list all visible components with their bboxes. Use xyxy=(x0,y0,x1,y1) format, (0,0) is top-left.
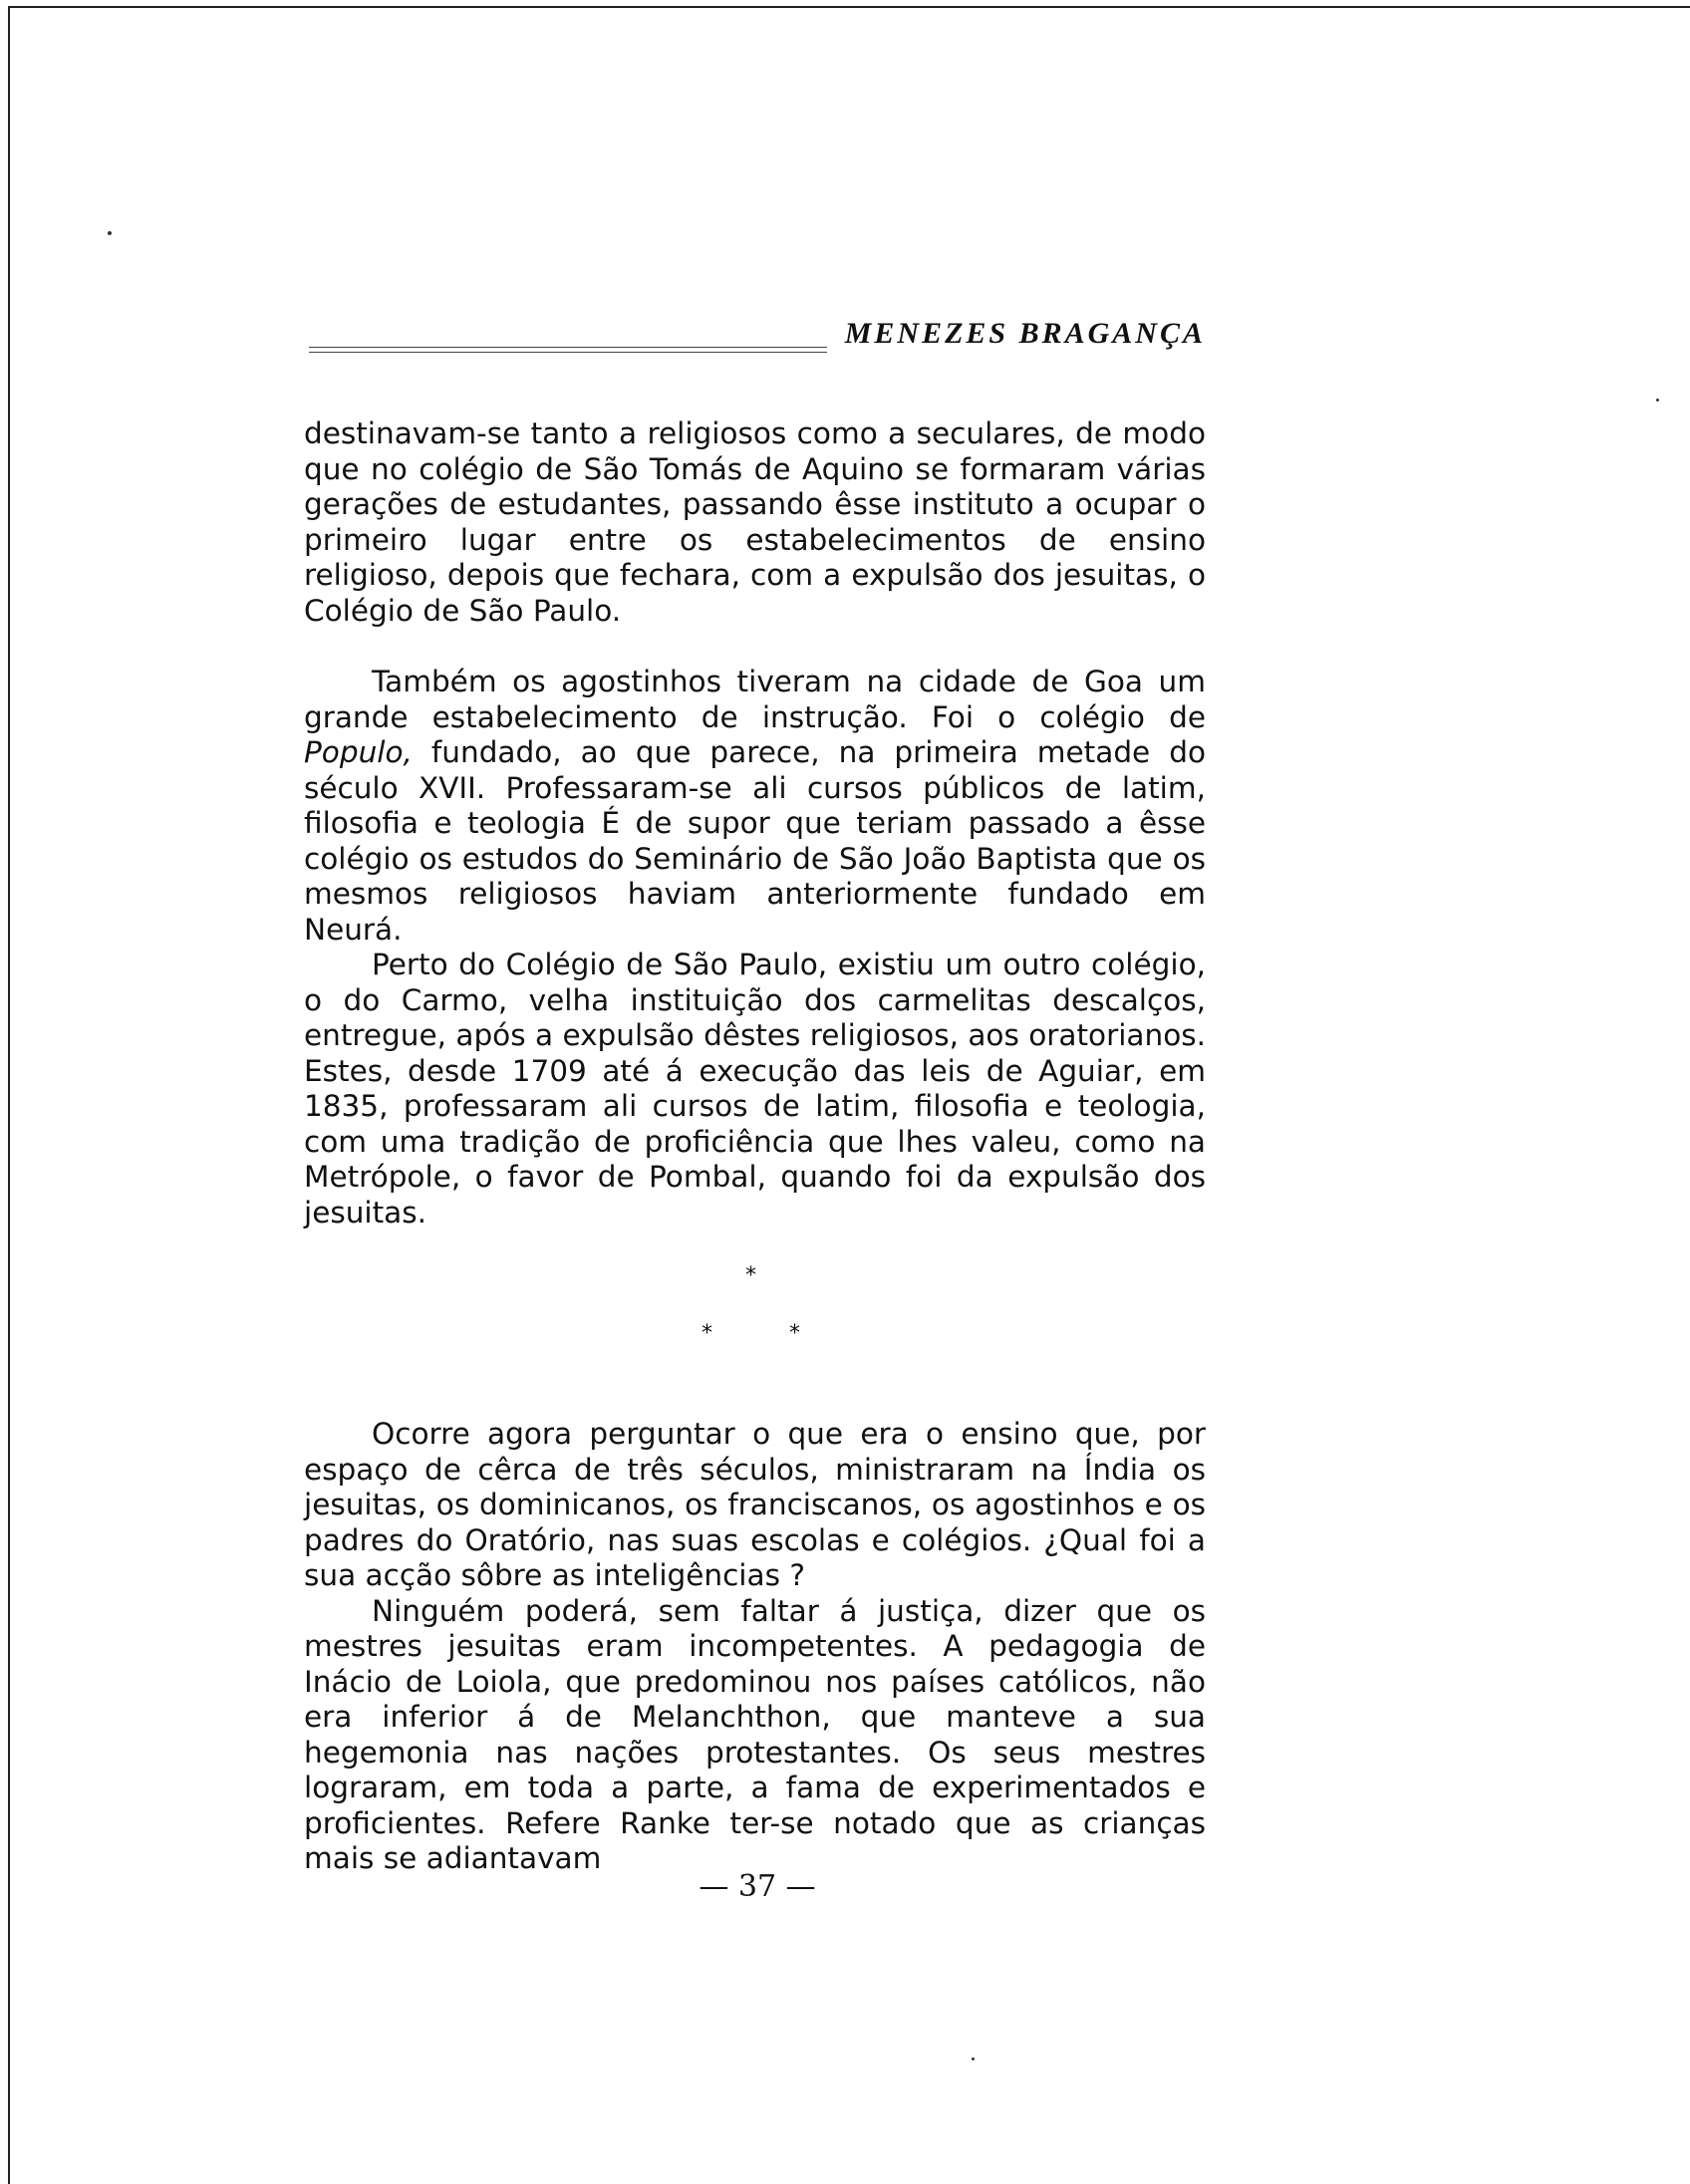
page-number: — 37 — xyxy=(699,1869,816,1904)
scan-speck xyxy=(108,231,112,235)
page-border-top xyxy=(8,6,1690,8)
running-header xyxy=(309,317,1206,367)
section-divider-asterism xyxy=(688,1263,827,1346)
running-title: MENEZES BRAGANÇA xyxy=(844,317,1206,350)
paragraph-4: Ocorre agora perguntar o que era o ensino que, por espaço de cêrca de três séculos, ministraram na Índia os jesuitas, os dominicanos, os franciscanos, os agostinhos e os padres do Oratório, nas suas escolas e colégios. ¿Qual foi a sua acção sôbre as inteligências ? xyxy=(304,1417,1206,1592)
paragraph-2-start: Também os agostinhos tiveram na cidade de Goa um grande estabelecimento de instrução. Foi o colégio de xyxy=(304,665,1206,734)
paragraph-5: Ninguém poderá, sem faltar á justiça, dizer que os mestres jesuitas eram incompetentes. A pedagogia de Inácio de Loiola, que predominou nos países católicos, não era inferior á de Melanchthon, que manteve a sua hegemonia nas nações protestantes. Os seus mestres lograram, em toda a parte, a fama de experimentados e proficientes. Refere Ranke ter-se notado que as crianças mais se adiantavam xyxy=(304,1593,1206,1875)
asterisk-right: * xyxy=(789,1321,800,1346)
scan-speck xyxy=(1656,399,1659,402)
asterisk-top: * xyxy=(745,1263,756,1288)
asterisk-left: * xyxy=(702,1321,712,1346)
scan-speck xyxy=(972,2057,975,2060)
paragraph-2-rest: fundado, ao que parece, na primeira metade do século XVII. Professaram-se ali cursos públicos de latim, filosofia e teologia É de supor que teriam passado a êsse colégio os estudos do Seminário de São João Baptista que os mesmos religiosos haviam anteriormente fundado em Neurá. xyxy=(304,735,1206,947)
paragraph-1: destinavam-se tanto a religiosos como a seculares, de modo que no colégio de São Tomás de Aquino se formaram várias gerações de estudantes, passando êsse instituto a ocupar o primeiro lugar entre os estabelecimentos de ensino religioso, depois que fechara, com a expulsão dos jesuitas, o Colégio de São Paulo. xyxy=(304,416,1206,628)
paragraph-3: Perto do Colégio de São Paulo, existiu um outro colégio, o do Carmo, velha instituição dos carmelitas descalços, entregue, após a expulsão dêstes religiosos, aos oratorianos. Estes, desde 1709 até á execução das leis de Aguiar, em 1835, professaram ali cursos de latim, filosofia e teologia, com uma tradição de proficiência que lhes valeu, como na Metrópole, o favor de Pombal, quando foi da expulsão dos jesuitas. xyxy=(304,948,1206,1229)
header-rule xyxy=(309,347,827,353)
text-section-1 xyxy=(304,416,1206,1230)
paragraph-2 xyxy=(304,665,1206,948)
page-border-left xyxy=(8,6,10,2184)
populo-italic: Populo, xyxy=(304,735,413,769)
text-section-2 xyxy=(304,1417,1206,1877)
